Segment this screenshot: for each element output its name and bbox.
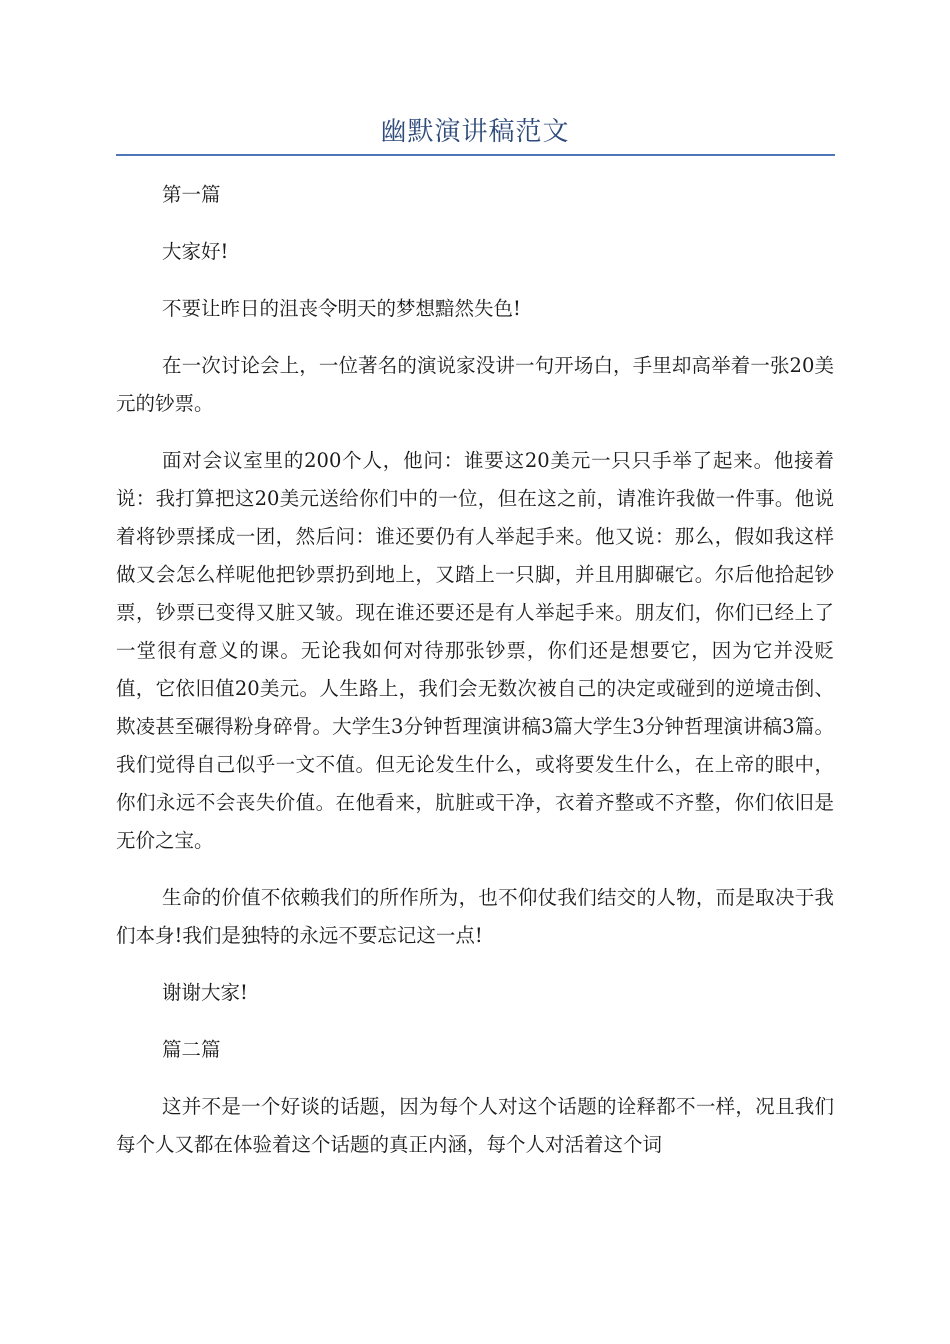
paragraph-story-intro: 在一次讨论会上，一位著名的演说家没讲一句开场白，手里却高举着一张20美元的钞票。	[116, 354, 834, 415]
title-underline	[116, 154, 835, 156]
paragraph-story-body: 面对会议室里的200个人，他问：谁要这20美元一只只手举了起来。他接着说：我打算把这20美元送给你们中的一位，但在这之前，请准许我做一件事。他说着将钞票揉成一团，然后问：谁还要仍有人举起手来。他又说：那么，假如我这样做又会怎么样呢他把钞票扔到地上，又踏上一只脚，并且用脚碾它。尔后他拾起钞票，钞票已变得又脏又皱。现在谁还要还是有人举起手来。朋友们，你们已经上了一堂很有意义的课。无论我如何对待那张钞票，你们还是想要它，因为它并没贬值，它依旧值20美元。人生路上，我们会无数次被自己的决定或碰到的逆境击倒、欺凌甚至碾得粉身碎骨。大学生3分钟哲理演讲稿3篇大学生3分钟哲理演讲稿3篇。我们觉得自己似乎一文不值。但无论发生什么，或将要发生什么，在上帝的眼中，你们永远不会丧失价值。在他看来，肮脏或干净，衣着齐整或不齐整，你们依旧是无价之宝。	[116, 449, 834, 852]
paragraph-second-intro: 这并不是一个好谈的话题，因为每个人对这个话题的诠释都不一样，况且我们每个人又都在体验着这个话题的真正内涵，每个人对活着这个词	[116, 1095, 834, 1156]
document-title: 幽默演讲稿范文	[380, 117, 570, 147]
paragraph-theme: 不要让昨日的沮丧令明天的梦想黯然失色!	[162, 297, 521, 320]
paragraph-thanks: 谢谢大家!	[162, 981, 248, 1004]
paragraph-conclusion: 生命的价值不依赖我们的所作所为，也不仰仗我们结交的人物，而是取决于我们本身!我们是独特的永远不要忘记这一点!	[116, 886, 834, 947]
paragraph-greeting: 大家好!	[162, 240, 229, 263]
section-heading-1: 第一篇	[162, 183, 221, 206]
section-heading-2: 篇二篇	[162, 1038, 221, 1061]
document-body	[116, 176, 834, 1183]
